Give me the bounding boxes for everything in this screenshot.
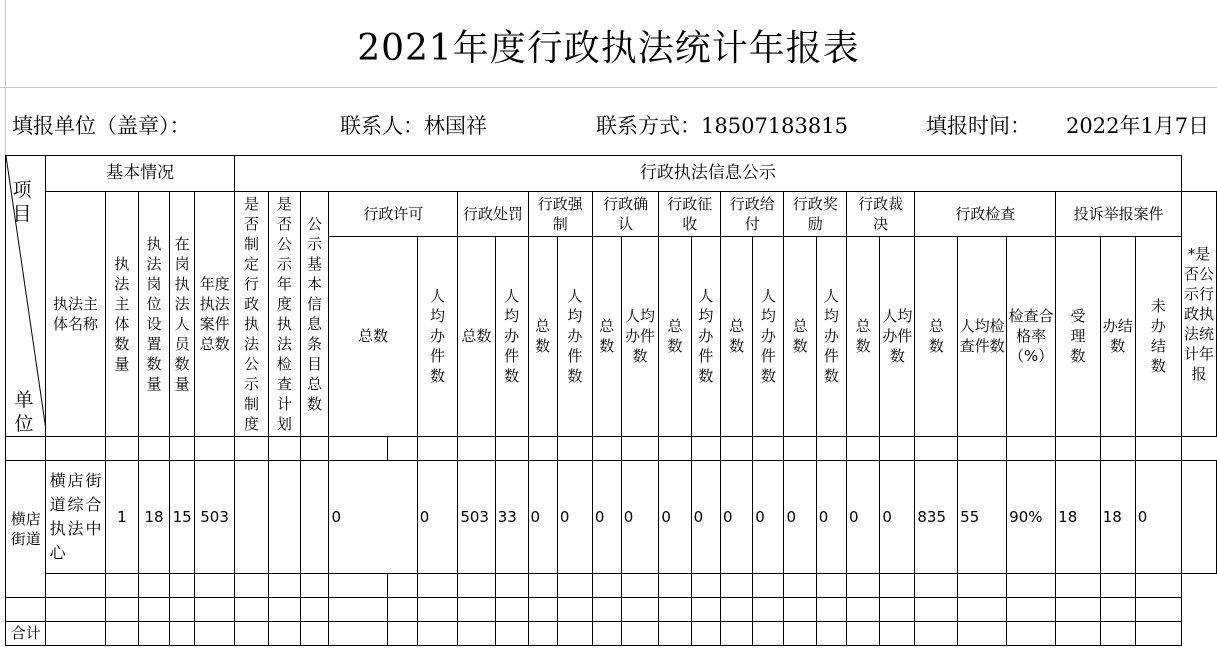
header-reward-pc: 人均办件数	[816, 237, 846, 437]
sum-row	[6, 622, 1217, 646]
header-sys-public: 是否制定行政执法公示制度	[234, 192, 268, 437]
header-inspect-pc: 人均检查件数	[958, 237, 1007, 437]
header-handled: 办结数	[1100, 237, 1135, 437]
ruling-pc-cell: 0	[880, 461, 915, 574]
header-penalty: 行政处罚	[458, 192, 528, 237]
levy-pc-cell: 0	[691, 461, 720, 574]
header-license-total: 总数	[329, 237, 417, 437]
header-reward-total: 总数	[784, 237, 816, 437]
table-row	[6, 574, 1217, 598]
enforce-pc-cell: 0	[557, 461, 592, 574]
report-cell	[1182, 461, 1217, 574]
handled-cell: 18	[1100, 461, 1135, 574]
header-item: 项目	[12, 179, 32, 225]
header-levy-total: 总数	[659, 237, 691, 437]
header-reward: 行政奖励	[784, 192, 847, 237]
ruling-total-cell: 0	[847, 461, 880, 574]
header-confirm-total: 总数	[592, 237, 621, 437]
case-total-cell: 503	[195, 461, 235, 574]
license-total-cell: 0	[329, 461, 417, 574]
header-info-total: 公示基本信息条目总数	[300, 192, 329, 437]
header-staff-count: 在岗执法人员数量	[169, 192, 194, 437]
header-penalty-pc: 人均办件数	[495, 237, 528, 437]
info-row	[0, 88, 1217, 156]
sys-public-cell	[234, 461, 268, 574]
header-license-pc: 人均办件数	[417, 237, 458, 437]
inspect-pc-cell: 55	[958, 461, 1007, 574]
header-enforce: 行政强制	[528, 192, 592, 237]
header-levy-pc: 人均办件数	[691, 237, 720, 437]
inspect-rate-cell: 90%	[1007, 461, 1056, 574]
header-payment-pc: 人均办件数	[753, 237, 784, 437]
header-case-total: 年度执法案件总数	[195, 192, 235, 437]
header-confirm: 行政确认	[592, 192, 659, 237]
payment-total-cell: 0	[721, 461, 753, 574]
inspect-total-cell: 835	[915, 461, 958, 574]
header-item-unit	[6, 156, 46, 437]
header-report: *是否公示行政执法统计年报	[1182, 192, 1217, 437]
table-row	[6, 598, 1217, 622]
payment-pc-cell: 0	[753, 461, 784, 574]
header-ruling-pc: 人均办件数	[880, 237, 915, 437]
header-complaint: 投诉举报案件	[1056, 192, 1182, 237]
levy-total-cell: 0	[659, 461, 691, 574]
unhandled-cell: 0	[1135, 461, 1181, 574]
title-bar	[0, 0, 1217, 88]
header-confirm-pc: 人均办件数	[621, 237, 659, 437]
subject-name-cell: 横店街道综合执法中心	[46, 461, 105, 574]
penalty-pc-cell: 33	[495, 461, 528, 574]
header-accepted: 受理数	[1056, 237, 1101, 437]
statistics-table	[5, 155, 1217, 646]
header-plan-public: 是否公示年度执法检查计划	[269, 192, 301, 437]
contact-name: 林国祥	[424, 114, 487, 138]
header-unit: 单位	[14, 389, 34, 435]
time-label: 填报时间：	[926, 114, 1031, 138]
header-enforce-pc: 人均办件数	[557, 237, 592, 437]
header-ruling-total: 总数	[847, 237, 880, 437]
confirm-total-cell: 0	[592, 461, 621, 574]
time-value: 2022年1月7日	[1066, 114, 1210, 138]
phone-label: 联系方式：	[596, 114, 701, 138]
enforce-total-cell: 0	[528, 461, 557, 574]
reward-total-cell: 0	[784, 461, 816, 574]
post-count-cell: 18	[139, 461, 170, 574]
unit-label: 填报单位（盖章）：	[12, 114, 191, 138]
gridline	[5, 88, 6, 156]
penalty-total-cell: 503	[458, 461, 495, 574]
subject-count-cell: 1	[105, 461, 138, 574]
header-license: 行政许可	[329, 192, 458, 237]
header-payment-total: 总数	[721, 237, 753, 437]
header-payment: 行政给付	[721, 192, 784, 237]
header-inspect-rate: 检查合格率（%）	[1007, 237, 1056, 437]
header-public: 行政执法信息公示	[234, 156, 1181, 192]
header-levy: 行政征收	[659, 192, 721, 237]
header-subject-count: 执法主体数量	[105, 192, 138, 437]
header-penalty-total: 总数	[458, 237, 495, 437]
info-total-cell	[300, 461, 329, 574]
header-inspect: 行政检查	[915, 192, 1056, 237]
reward-pc-cell: 0	[816, 461, 846, 574]
sum-label: 合计	[6, 622, 46, 646]
header-enforce-total: 总数	[528, 237, 557, 437]
accepted-cell: 18	[1056, 461, 1101, 574]
header-ruling: 行政裁决	[847, 192, 915, 237]
staff-count-cell: 15	[169, 461, 194, 574]
plan-public-cell	[269, 461, 301, 574]
license-pc-cell: 0	[417, 461, 458, 574]
header-subject-name: 执法主体名称	[46, 192, 105, 437]
header-basic: 基本情况	[46, 156, 234, 192]
contact-field	[340, 110, 487, 140]
header-inspect-total: 总数	[915, 237, 958, 437]
confirm-pc-cell: 0	[621, 461, 659, 574]
phone-field	[596, 110, 848, 140]
table-row	[6, 437, 1217, 461]
header-post-count: 执法岗位设置数量	[139, 192, 170, 437]
unit-cell: 横店街道	[6, 461, 46, 598]
header-unhandled: 未办结数	[1135, 237, 1181, 437]
table-row	[6, 461, 1217, 574]
contact-label: 联系人：	[340, 114, 424, 138]
page-title: 2021年度行政执法统计年报表	[357, 28, 860, 69]
phone-value: 18507183815	[701, 114, 848, 138]
